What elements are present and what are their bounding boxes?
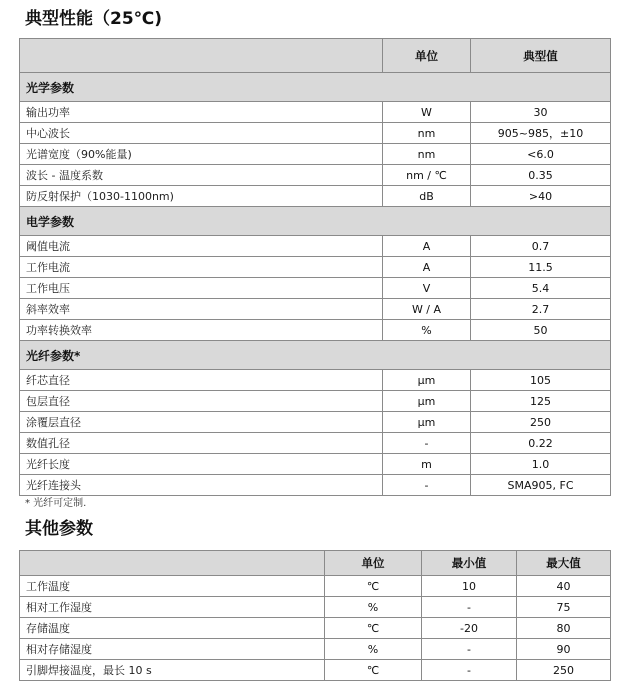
param-value: >40	[471, 186, 611, 207]
table-header-row	[20, 39, 611, 73]
param-unit: -	[383, 433, 471, 454]
param-value: <6.0	[471, 144, 611, 165]
param-value: 0.7	[471, 236, 611, 257]
table-row	[20, 236, 611, 257]
param-unit: %	[383, 320, 471, 341]
section-label: 光学参数	[20, 73, 611, 102]
table-row	[20, 391, 611, 412]
table-row	[20, 165, 611, 186]
param-unit: ℃	[325, 660, 422, 681]
table-row	[20, 278, 611, 299]
param-value: 0.35	[471, 165, 611, 186]
param-value: 250	[471, 412, 611, 433]
header-min: 最小值	[422, 551, 517, 576]
param-name: 防反射保护（1030-1100nm)	[20, 186, 383, 207]
header-unit: 单位	[325, 551, 422, 576]
param-name: 输出功率	[20, 102, 383, 123]
param-min: -	[422, 597, 517, 618]
param-unit: m	[383, 454, 471, 475]
table-row	[20, 144, 611, 165]
param-unit: A	[383, 257, 471, 278]
param-name: 纤芯直径	[20, 370, 383, 391]
param-value: SMA905, FC	[471, 475, 611, 496]
param-name: 工作电流	[20, 257, 383, 278]
table-row	[20, 370, 611, 391]
param-value: 50	[471, 320, 611, 341]
param-value: 2.7	[471, 299, 611, 320]
header-max: 最大值	[517, 551, 611, 576]
param-name: 斜率效率	[20, 299, 383, 320]
param-max: 40	[517, 576, 611, 597]
header-parameter	[20, 39, 383, 73]
param-min: 10	[422, 576, 517, 597]
param-unit: μm	[383, 370, 471, 391]
param-unit: ℃	[325, 618, 422, 639]
param-name: 波长 - 温度系数	[20, 165, 383, 186]
param-name: 中心波长	[20, 123, 383, 144]
param-value: 11.5	[471, 257, 611, 278]
param-name: 光谱宽度（90%能量)	[20, 144, 383, 165]
table-row	[20, 639, 611, 660]
param-unit: A	[383, 236, 471, 257]
param-value: 1.0	[471, 454, 611, 475]
param-name: 工作温度	[20, 576, 325, 597]
table-row	[20, 186, 611, 207]
table-row	[20, 123, 611, 144]
param-unit: -	[383, 475, 471, 496]
param-name: 引脚焊接温度，最长 10 s	[20, 660, 325, 681]
param-name: 阈值电流	[20, 236, 383, 257]
param-value: 105	[471, 370, 611, 391]
other-parameters-table	[19, 550, 611, 681]
param-unit: V	[383, 278, 471, 299]
param-unit: μm	[383, 412, 471, 433]
table-row	[20, 102, 611, 123]
table-row	[20, 660, 611, 681]
param-value: 30	[471, 102, 611, 123]
table-row	[20, 576, 611, 597]
param-unit: %	[325, 639, 422, 660]
param-unit: nm / ℃	[383, 165, 471, 186]
table-header-row	[20, 551, 611, 576]
param-name: 功率转换效率	[20, 320, 383, 341]
other-parameters-title: 其他参数	[25, 519, 93, 539]
table-row	[20, 412, 611, 433]
param-value: 5.4	[471, 278, 611, 299]
section-label: 电学参数	[20, 207, 611, 236]
param-name: 存储温度	[20, 618, 325, 639]
table-row	[20, 433, 611, 454]
param-unit: nm	[383, 144, 471, 165]
typical-performance-title: 典型性能（25℃)	[25, 9, 163, 29]
table-row	[20, 320, 611, 341]
header-unit: 单位	[383, 39, 471, 73]
param-unit: W	[383, 102, 471, 123]
param-max: 75	[517, 597, 611, 618]
table-row	[20, 475, 611, 496]
param-name: 包层直径	[20, 391, 383, 412]
param-name: 相对工作湿度	[20, 597, 325, 618]
param-unit: μm	[383, 391, 471, 412]
param-name: 光纤连接头	[20, 475, 383, 496]
header-typical-value: 典型值	[471, 39, 611, 73]
param-name: 涂覆层直径	[20, 412, 383, 433]
param-name: 数值孔径	[20, 433, 383, 454]
param-name: 光纤长度	[20, 454, 383, 475]
param-value: 125	[471, 391, 611, 412]
param-unit: dB	[383, 186, 471, 207]
param-min: -	[422, 660, 517, 681]
section-row-electrical	[20, 207, 611, 236]
header-parameter	[20, 551, 325, 576]
param-value: 0.22	[471, 433, 611, 454]
section-row-fiber	[20, 341, 611, 370]
param-max: 80	[517, 618, 611, 639]
param-name: 工作电压	[20, 278, 383, 299]
param-min: -	[422, 639, 517, 660]
table-row	[20, 597, 611, 618]
param-unit: ℃	[325, 576, 422, 597]
param-min: -20	[422, 618, 517, 639]
param-name: 相对存储湿度	[20, 639, 325, 660]
section-label: 光纤参数*	[20, 341, 611, 370]
table-row	[20, 618, 611, 639]
param-value: 905~985，±10	[471, 123, 611, 144]
param-unit: nm	[383, 123, 471, 144]
table-row	[20, 454, 611, 475]
fiber-footnote: * 光纤可定制.	[25, 498, 87, 509]
table-row	[20, 257, 611, 278]
typical-performance-table	[19, 38, 611, 496]
section-row-optical	[20, 73, 611, 102]
param-max: 250	[517, 660, 611, 681]
table-row	[20, 299, 611, 320]
param-unit: %	[325, 597, 422, 618]
param-unit: W / A	[383, 299, 471, 320]
param-max: 90	[517, 639, 611, 660]
